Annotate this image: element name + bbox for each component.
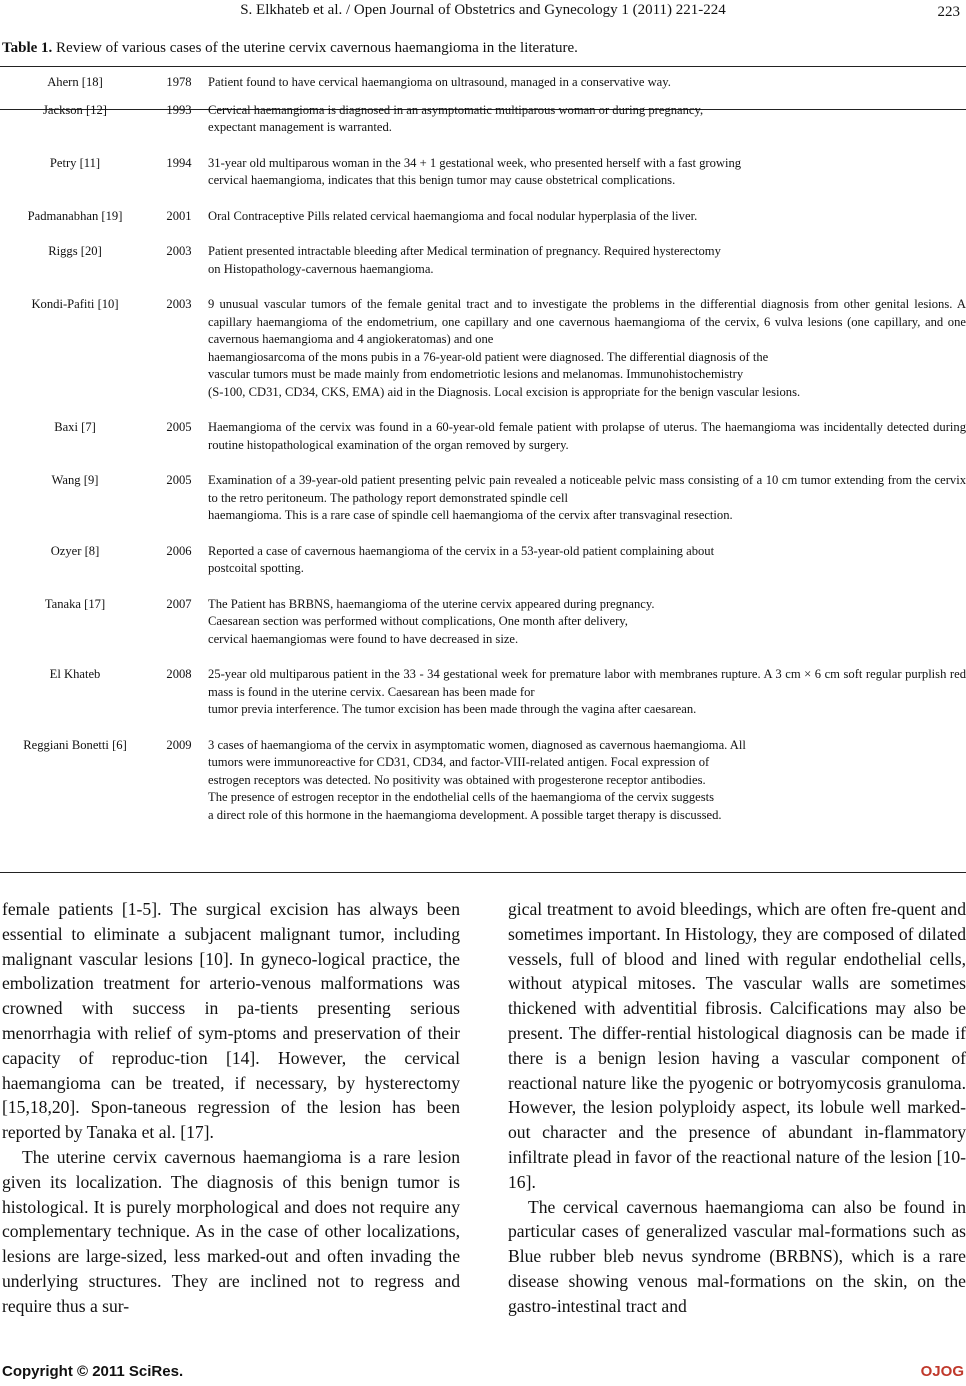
body-column-right [508, 897, 966, 1319]
body-column-left [2, 897, 460, 1319]
description-cell: Cervical haemangioma is diagnosed in an asymptomatic multiparous woman or during pregnancy, expectant management is warranted. [208, 102, 704, 134]
author-cell: Reggiani Bonetti [6] [23, 737, 127, 752]
table-caption-text: Review of various cases of the uterine cervix cavernous haemangioma in the literature. [52, 40, 578, 56]
table-row [0, 666, 966, 737]
table-row [0, 74, 966, 102]
paragraph: female patients [1-5]. The surgical excision has always been essential to eliminate a subjacent malignant tumor, including malignant vascular lesions [10]. In gyneco-logical practice, the embolization treatment for arterio-venous malformations was crowned with success in pa-tients presenting serious menorrhagia with relief of sym-ptoms and preservation of their capacity of reproduc-tion [14]. However, the cervical haemangioma can be treated, if necessary, by hysterectomy [15,18,20]. Spon-taneous regression of the lesion has been reported by Tanaka et al. [17]. [2, 899, 460, 1143]
table-label: Table 1. [2, 40, 53, 56]
author-cell: Wang [9] [51, 473, 99, 487]
table-row [0, 419, 966, 472]
year-cell: 1993 [166, 102, 192, 117]
table-caption [2, 40, 578, 57]
paragraph: The uterine cervix cavernous haemangioma is a rare lesion given its localization. The diagnosis of this benign tumor is histological. It is purely morphological and does not require any complementary technique. As in the case of other localizations, lesions are large-sized, less marked-out and often invading the underlying structures. They are inclined not to regress and require thus a sur- [2, 1146, 460, 1316]
description-cell: Haemangioma of the cervix was found in a 60-year-old female patient with prolapse of uterus. The haemangioma was incidentally detected during routine histopathological examination of the organ removed by surgery. [208, 420, 966, 452]
description-cell: 9 unusual vascular tumors of the female genital tract and to investigate the problems in the differential diagnosis from other genital lesions. A capillary haemangioma of the endometrium, one capillary and one cavernous haemangioma of the cervix, 6 vulva lesions (one capillary, and one cavernous haemangioma and 4 angiokeratomas) and one haemangiosarcoma of the mons pubis in a 76-year-old patient were diagnosed. The differential diagnosis of the vascular tumors must be made mainly from endometriotic lesions and melanomas. Immunohistochemistry (S-100, CD31, CD34, CKS, EMA) aid in the Diagnosis. Local excision is appropriate for the benign vascular lesions. [208, 297, 966, 399]
description-cell: Patient presented intractable bleeding after Medical termination of pregnancy. Required hysterectomy on Histopathology-cavernous haemangioma. [208, 244, 721, 276]
table-row [0, 472, 966, 543]
description-cell: 31-year old multiparous woman in the 34 + 1 gestational week, who presented herself with a fast growing cervical haemangioma, indicates that this benign tumor may cause obstetrical complications. [208, 155, 742, 187]
paragraph: gical treatment to avoid bleedings, which are often fre-quent and sometimes important. In Histology, they are composed of dilated vessels, full of blood and lined with regular endothelial cells, without atypical mitoses. The vascular walls are sometimes thickened with adventitial fibrosis. Calcifications may also be present. The differ-rential histological diagnosis can be made if there is a benign lesion having a vascular component of reactional nature like the pyogenic or botryomycosis granuloma. However, the lesion polyploidy aspect, its lobule well marked-out character and the presence of abundant in-flammatory infiltrate plead in favor of the reactional nature of the lesion [10-16]. [508, 899, 966, 1192]
year-cell: 2005 [166, 420, 192, 434]
year-cell: 2003 [166, 244, 192, 258]
table-row [0, 596, 966, 667]
author-cell: Ozyer [8] [50, 543, 100, 558]
table-row [0, 102, 966, 155]
year-cell: 2009 [166, 737, 192, 752]
author-cell: Riggs [20] [48, 244, 102, 258]
year-cell: 2006 [166, 543, 192, 558]
year-cell: 2007 [166, 596, 192, 611]
description-cell: Reported a case of cavernous haemangioma of the cervix in a 53-year-old patient complaining about postcoital spotting. [208, 543, 715, 575]
year-cell: 1994 [166, 155, 192, 170]
author-cell: Ahern [18] [47, 75, 103, 89]
description-cell: 3 cases of haemangioma of the cervix in asymptomatic women, diagnosed as cavernous haemangioma. All tumors were immunoreactive for CD31, CD34, and factor-VIII-related antigen. Focal expression of estrogen receptors was detected. No positivity was obtained with progesterone receptor antibodies. The presence of estrogen receptor in the endothelial cells of the haemangioma of the cervix suggests a direct role of this hormone in the haemangioma development. A possible target therapy is discussed. [208, 737, 746, 822]
page-number: 223 [937, 4, 960, 20]
author-cell: El Khateb [49, 667, 101, 681]
table-top-rule [0, 66, 966, 67]
table-bottom-rule [0, 872, 966, 873]
author-cell: Jackson [12] [42, 102, 107, 117]
description-cell: 25-year old multiparous patient in the 33 - 34 gestational week for premature labor with membranes rupture. A 3 cm × 6 cm soft regular purplish red mass is found in the uterine cervix. Caesarean has been made for tumor previa interference. The tumor excision has been made through the vagina after caesarean. [208, 667, 966, 716]
table-row [0, 155, 966, 208]
author-cell: Tanaka [17] [44, 596, 106, 611]
page-footer [0, 1363, 966, 1383]
table-row [0, 543, 966, 596]
description-cell: Oral Contraceptive Pills related cervical haemangioma and focal nodular hyperplasia of the liver. [208, 208, 698, 223]
review-table [0, 74, 966, 830]
paragraph: The cervical cavernous haemangioma can also be found in particular cases of generalized vascular mal-formations such as Blue rubber bleb nevus syndrome (BRBNS), which is a rare disease showing venous mal-formations on the skin, on the gastro-intestinal tract and [508, 1196, 966, 1316]
year-cell: 2005 [166, 473, 192, 487]
description-cell: Patient found to have cervical haemangioma on ultrasound, managed in a conservative way. [208, 75, 671, 89]
author-cell: Petry [11] [49, 155, 101, 170]
year-cell: 2008 [166, 667, 192, 681]
description-cell: Examination of a 39-year-old patient presenting pelvic pain revealed a noticeable pelvic mass consisting of a 10 cm tumor extending from the cervix to the retro peritoneum. The pathology report demonstrated spindle cell haemangioma. This is a rare case of spindle cell haemangioma of the cervix after transvaginal resection. [208, 473, 966, 522]
table-row [0, 296, 966, 419]
running-title: S. Elkhateb et al. / Open Journal of Obstetrics and Gynecology 1 (2011) 221-224 [240, 2, 726, 18]
author-cell: Padmanabhan [19] [27, 208, 123, 223]
author-cell: Kondi-Pafiti [10] [31, 297, 119, 311]
table-row [0, 243, 966, 296]
description-cell: The Patient has BRBNS, haemangioma of the uterine cervix appeared during pregnancy. Caesarean section was performed without complications, One month after delivery, cervical haemangiomas were found to have decreased in size. [208, 596, 655, 646]
year-cell: 2003 [166, 297, 192, 311]
author-cell: Baxi [7] [54, 420, 96, 434]
year-cell: 2001 [166, 208, 192, 223]
copyright-notice: Copyright © 2011 SciRes. [2, 1363, 184, 1380]
table-row [0, 737, 966, 831]
journal-abbrev: OJOG [920, 1363, 964, 1380]
running-header [0, 2, 966, 22]
table-row [0, 208, 966, 244]
year-cell: 1978 [166, 75, 192, 89]
